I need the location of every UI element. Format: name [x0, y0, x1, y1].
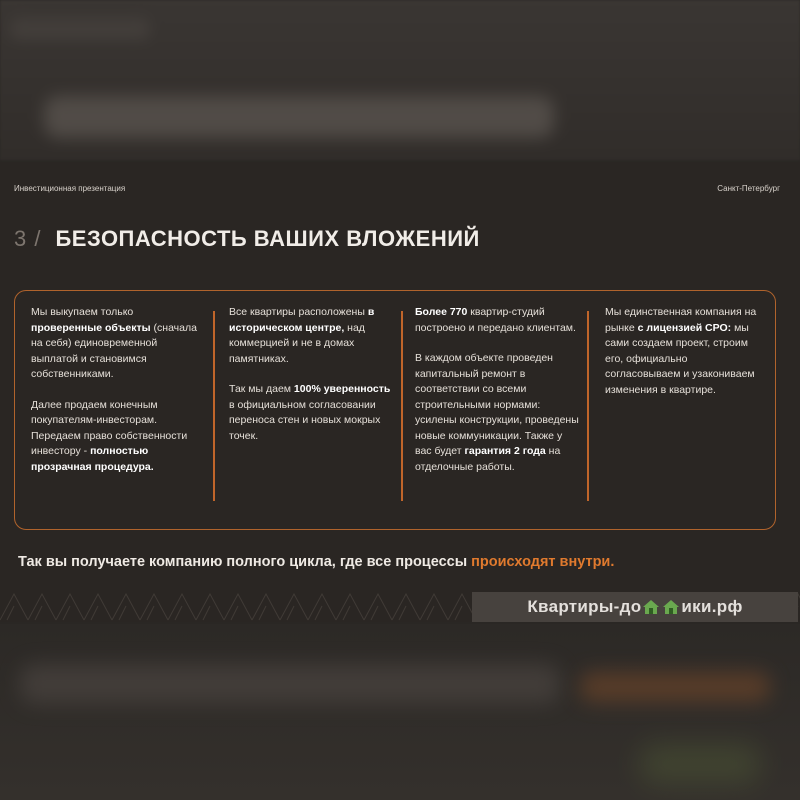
column-paragraph — [229, 382, 393, 444]
body-text: мы сами создаем проект, строим его, официально согласовываем и узакониваем изменения в квартире. — [605, 321, 755, 396]
highlight-text: полностью прозрачная процедура. — [31, 445, 154, 473]
house-icon — [642, 599, 660, 615]
column-paragraph — [605, 305, 761, 398]
highlight-text: проверенные объекты — [31, 321, 151, 334]
body-text: над коммерцией и не в домах памятниках. — [229, 321, 365, 365]
column-paragraph — [415, 305, 579, 336]
blurred-previous-slide — [0, 0, 800, 160]
blurred-accent — [580, 672, 770, 702]
section-title: БЕЗОПАСНОСТЬ ВАШИХ ВЛОЖЕНИЙ — [55, 226, 480, 251]
watermark-text-start: Квартиры-до — [527, 597, 642, 616]
column-divider — [401, 311, 403, 501]
section-number: 3 / — [14, 226, 42, 251]
highlight-text: с лицензией СРО: — [637, 321, 732, 334]
column-paragraph — [31, 398, 201, 476]
blurred-logo — [640, 744, 760, 784]
body-text: Так мы даем — [229, 383, 294, 395]
body-text: на отделочные работы. — [415, 445, 561, 473]
tagline-text: Так вы получаете компанию полного цикла, где все процессы — [18, 554, 472, 570]
body-text: квартир-студий построено и передано клиентам. — [415, 306, 576, 334]
city-label: Санкт-Петербург — [717, 184, 780, 193]
site-watermark — [472, 592, 798, 622]
body-text: Мы единственная компания на рынке — [605, 306, 757, 334]
column-divider — [587, 311, 589, 501]
info-panel — [14, 290, 776, 530]
info-column-buyout — [31, 305, 201, 490]
body-text: в официальном согласовании переноса стен и новых мокрых точек. — [229, 398, 381, 442]
tagline-accent: происходят внутри. — [471, 554, 615, 570]
body-text: Все квартиры расположены — [229, 306, 368, 318]
presentation-label: Инвестиционная презентация — [14, 184, 126, 193]
info-column-experience — [415, 305, 579, 490]
column-divider — [213, 311, 215, 501]
highlight-text: 100% уверенность — [293, 383, 391, 395]
column-paragraph — [415, 351, 579, 475]
highlight-text: гарантия 2 года — [464, 445, 546, 457]
house-icon — [662, 599, 680, 615]
watermark-text-end: ики.рф — [681, 597, 743, 616]
section-heading — [14, 226, 480, 252]
info-column-location — [229, 305, 393, 459]
column-paragraph — [229, 305, 393, 367]
body-text: Далее продаем конечным покупателям-инвесторам. Передаем право собственности инвестору - — [31, 398, 188, 457]
presentation-slide — [0, 162, 800, 622]
highlight-text: Более 770 — [415, 306, 468, 318]
tagline — [18, 554, 614, 570]
blurred-text — [20, 664, 560, 704]
info-column-license — [605, 305, 761, 413]
body-text: В каждом объекте проведен капитальный ремонт в соответствии со всеми строительными нормами: усилены конструкции, проведены новые коммуникации. Также у вас будет — [415, 352, 579, 457]
body-text: Мы выкупаем только — [31, 306, 134, 318]
blurred-heading — [44, 96, 554, 138]
body-text: (сначала на себя) единовременной выплатой и становимся собственниками. — [31, 321, 197, 380]
column-paragraph — [31, 305, 201, 383]
blurred-label — [10, 18, 150, 40]
blurred-next-slide — [0, 624, 800, 800]
highlight-text: в историческом центре, — [229, 306, 375, 334]
